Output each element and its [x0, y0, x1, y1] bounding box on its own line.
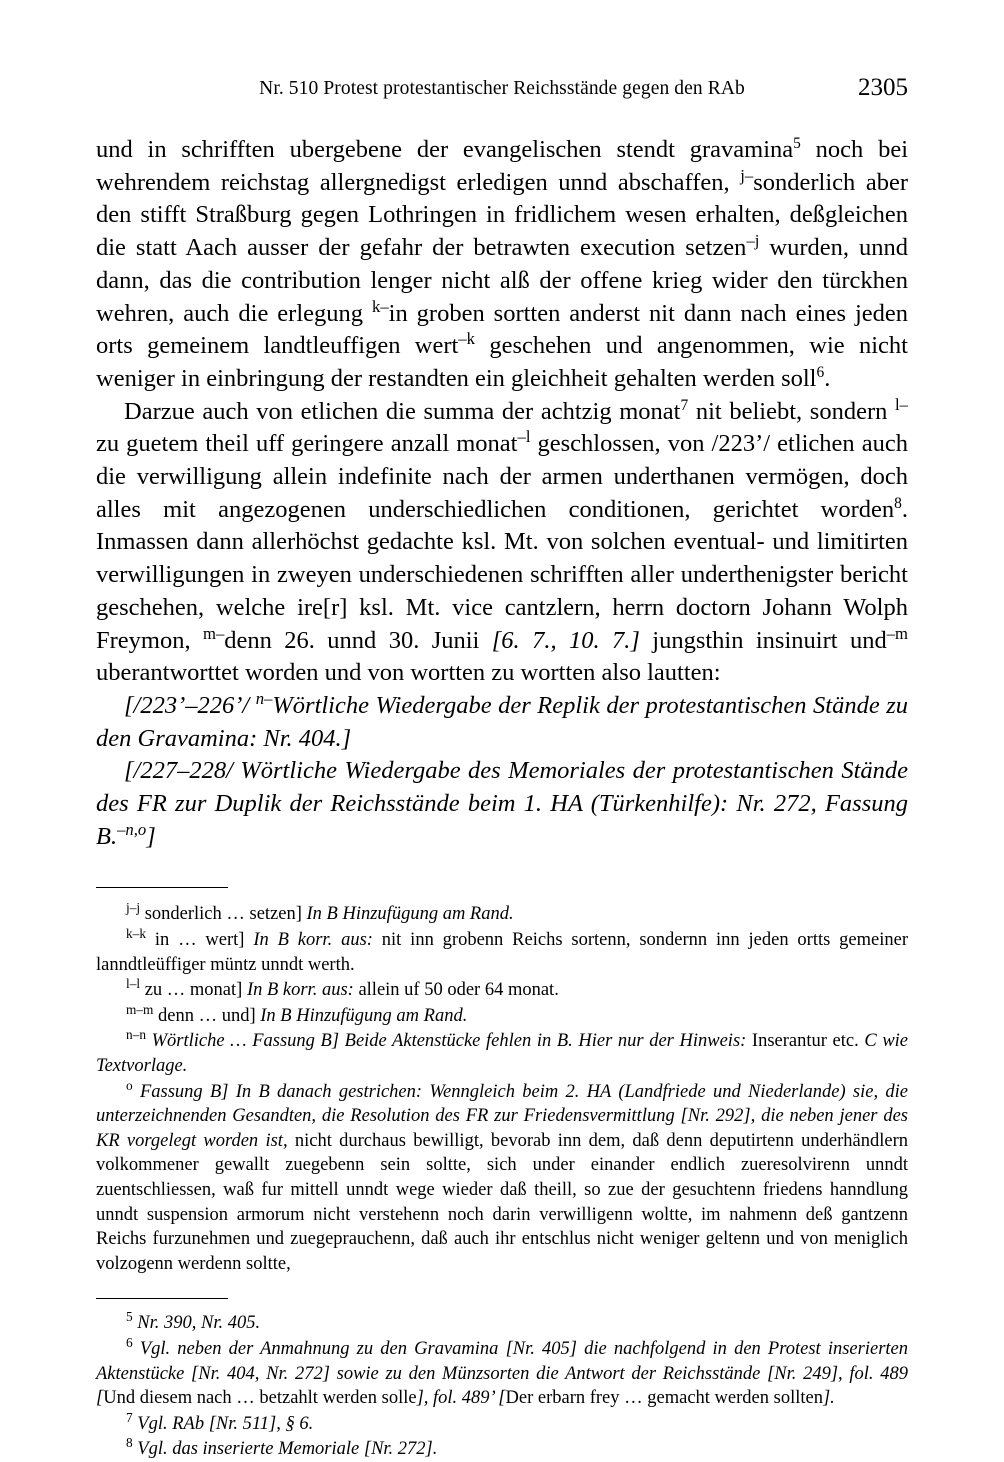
footnote-text: Vgl. RAb [Nr. 511], § 6. — [132, 1413, 314, 1434]
footnote-text-roman-2: Der erbarn frey … gemacht werden sollten — [505, 1388, 823, 1409]
footnote-ref-8: 8 — [894, 494, 902, 512]
apparatus-note-o — [96, 1077, 909, 1277]
apparatus-note-m — [96, 1001, 908, 1029]
paragraph-2 — [96, 396, 908, 690]
para1-text-6: geschehen und angenommen, wie nicht weniger in einbringung der restandten ein gleichheit gehalten werden soll — [96, 332, 908, 392]
apparatus-note-mark: n–n — [126, 1027, 146, 1043]
apparatus-note-mark: o — [126, 1077, 133, 1093]
para1-text-3: sonderlich aber den stifft Straßburg gegen Lothringen in fridlichem wesen erhalten, deßgleichen die statt Aach ausser der gefahr der betrawten execution setzen — [96, 168, 908, 262]
running-head — [96, 74, 908, 108]
apparatus-marker-n-o-close: –n,o — [117, 819, 147, 839]
footnote-6 — [96, 1334, 908, 1411]
apparatus-note-italic: In B Hinzufügung am Rand. — [301, 904, 514, 925]
apparatus-marker-l-open: l– — [895, 394, 908, 414]
apparatus-note-rest: Inserantur etc. — [746, 1031, 865, 1052]
para2-text-2: nit beliebt, sondern — [688, 397, 896, 425]
para2-text-3: zu guetem theil uff geringere anzall monat — [96, 430, 518, 458]
footnote-text-italic-1: Vgl. neben der Anmahnung zu den Gravamina [Nr. 405] die nachfolgend in den Protest inserierten Aktenstücke [Nr. 404, Nr. 272] sowie zu den Münzsorten die Antwort der Reichsstände [Nr. 249], fol. 489 [ — [96, 1338, 908, 1409]
footnote-8 — [96, 1437, 908, 1462]
apparatus-note-rest: nicht durchaus bewilligt, bevorab inn dem, daß denn deputirtenn underhändlern volkommener gewallt zuegebenn sein soltte, sich under einander endlich zueresolvirenn unndt zuentschliessen, waß fur mittell unndt wege wieder daß theill, so zue der gesuchtenn friedens hanndlung unndt suspension armorum nicht verstehenn noch darin verwilligenn woltte, im nahmenn deß gantzenn Reichs furzunehmen und zuegeprauchenn, daß auch ihr entschlus nicht weniger geltenn und von meniglich volzogenn werdenn soltte, — [96, 1130, 909, 1274]
footnote-number: 6 — [126, 1334, 133, 1350]
footnote-text-roman-1: Und diesem nach … betzahlt werden solle — [103, 1388, 417, 1409]
apparatus-note-l — [96, 978, 908, 1003]
body-text — [96, 134, 908, 853]
apparatus-note-italic: In B korr. aus: — [242, 980, 354, 1001]
para2-text-1: Darzue auch von etlichen die summa der achtzig monat — [124, 397, 681, 425]
footnote-ref-6: 6 — [816, 363, 825, 381]
para3-text-1: [/223’–226’/ — [124, 691, 256, 719]
apparatus-note-rest: nit inn grobenn Reichs sortenn, sondernn inn jeden ortts gemeiner lanndtleüffiger müntz unndt werth. — [96, 930, 908, 975]
apparatus-marker-m-close: –m — [886, 623, 908, 643]
para1-text-5: in groben sortten anderst nit dann nach eines jeden orts gemeinem landtleuffigen wert — [96, 299, 909, 360]
apparatus-note-italic: In B korr. aus: — [244, 930, 373, 951]
apparatus-separator-rule — [96, 887, 228, 888]
para2-text-7: jungsthin insinuirt und — [639, 626, 887, 654]
para3-text-2: Wörtliche Wiedergabe der Replik der protestantischen Stände zu den Gravamina: Nr. 404.] — [96, 691, 908, 752]
apparatus-note-italic: Wörtliche … Fassung B] Beide Aktenstücke fehlen in B. Hier nur der Hinweis: — [145, 1031, 747, 1052]
apparatus-marker-m-open: m– — [202, 623, 225, 643]
para2-text-5: . Inmassen dann allerhöchst gedachte ksl. Mt. von solchen eventual- und limitirten verwilligungen in zweyen underschiedenen schrifften aller underthenigster bericht geschehen, welche ire[r] ksl. Mt. vice cantzlern, herrn doctorn Johann Wolph Freymon, — [96, 495, 908, 654]
footnote-5 — [96, 1311, 908, 1336]
footnote-text-italic-3: ]. — [822, 1388, 835, 1409]
apparatus-note-lemma: zu … monat] — [140, 980, 243, 1001]
apparatus-note-j — [96, 902, 908, 927]
para1-text-2: noch bei wehrendem reichstag allergnedigst erledigen unnd abschaffen, — [96, 136, 908, 196]
apparatus-note-lemma: in … wert] — [145, 930, 245, 951]
apparatus-marker-j-close: –j — [746, 230, 760, 250]
para2-text-6: denn 26. unnd 30. Junii — [224, 626, 492, 654]
apparatus-note-lemma: sonderlich … setzen] — [140, 904, 302, 925]
paragraph-3-insert-note — [96, 690, 908, 755]
apparatus-note-rest: allein uf 50 oder 64 monat. — [353, 980, 559, 1001]
apparatus-note-k — [96, 925, 908, 977]
apparatus-note-lemma: denn … und] — [153, 1005, 256, 1026]
footnote-number: 8 — [126, 1435, 133, 1451]
para2-text-4: geschlossen, von /223’/ etlichen auch die verwilligung allein indefinite nach der armen underthanen vermögen, doch alles mit angezogenen underschiedlichen conditionen, gerichtet worden — [96, 430, 908, 523]
footnote-7 — [96, 1409, 908, 1437]
paragraph-4-insert-note — [96, 755, 908, 853]
para1-text-4: wurden, unnd dann, das die contribution lenger nicht alß der offene krieg wider den türckhen wehren, auch die erlegung — [96, 234, 908, 327]
apparatus-marker-k-open: k– — [371, 296, 389, 316]
apparatus-note-italic: Fassung B] In B danach gestrichen: Wenngleich beim 2. HA (Landfriede und Niederlande) sie, die unterzeichnenden Gesandten, die Resolution des FR zur Friedensvermittlung [Nr. 292], die neben jener des KR vorgelegt worden ist, — [96, 1081, 908, 1151]
critical-apparatus — [96, 902, 908, 1276]
apparatus-marker-j-open: j– — [740, 165, 754, 185]
paragraph-1 — [96, 134, 908, 396]
apparatus-note-mark: k–k — [126, 925, 146, 941]
para2-date-gloss: [6. 7., 10. 7.] — [491, 626, 640, 654]
apparatus-note-italic-2: C wie Textvorlage. — [96, 1031, 909, 1077]
footnote-ref-7: 7 — [680, 396, 689, 414]
apparatus-note-italic: In B Hinzufügung am Rand. — [255, 1005, 468, 1026]
para1-text-1: und in schrifften ubergebene der evangelischen stendt gravamina — [96, 136, 794, 163]
footnote-separator-rule — [96, 1298, 228, 1299]
apparatus-note-n — [96, 1029, 908, 1078]
footnote-number: 5 — [126, 1309, 133, 1325]
footnote-ref-5: 5 — [793, 134, 801, 152]
running-head-title: Nr. 510 Protest protestantischer Reichsstände gegen den RAb — [259, 78, 745, 99]
page-number: 2305 — [858, 74, 908, 101]
footnote-text: Nr. 390, Nr. 405. — [132, 1313, 261, 1334]
apparatus-marker-l-close: –l — [517, 427, 531, 447]
apparatus-note-mark: j–j — [126, 900, 141, 916]
para4-text-2: ] — [146, 822, 156, 850]
footnote-number: 7 — [126, 1409, 133, 1425]
footnote-text: Vgl. das inserierte Memoriale [Nr. 272]. — [132, 1439, 438, 1460]
para2-text-8: uberantworttet worden und von wortten zu wortten also lautten: — [96, 659, 721, 687]
para4-text-1: [/227–228/ Wörtliche Wiedergabe des Memoriales der protestantischen Stände des FR zur Duplik der Reichsstände beim 1. HA (Türkenhilfe): Nr. 272, Fassung B. — [96, 757, 908, 850]
footnote-text-italic-2: ], fol. 489’ [ — [416, 1388, 506, 1409]
footnotes — [96, 1311, 908, 1462]
apparatus-marker-n-open: n– — [255, 688, 273, 708]
apparatus-marker-k-close: –k — [458, 329, 475, 349]
apparatus-note-mark: m–m — [126, 1001, 154, 1017]
apparatus-note-mark: l–l — [126, 976, 141, 992]
para1-text-7: . — [824, 364, 831, 392]
